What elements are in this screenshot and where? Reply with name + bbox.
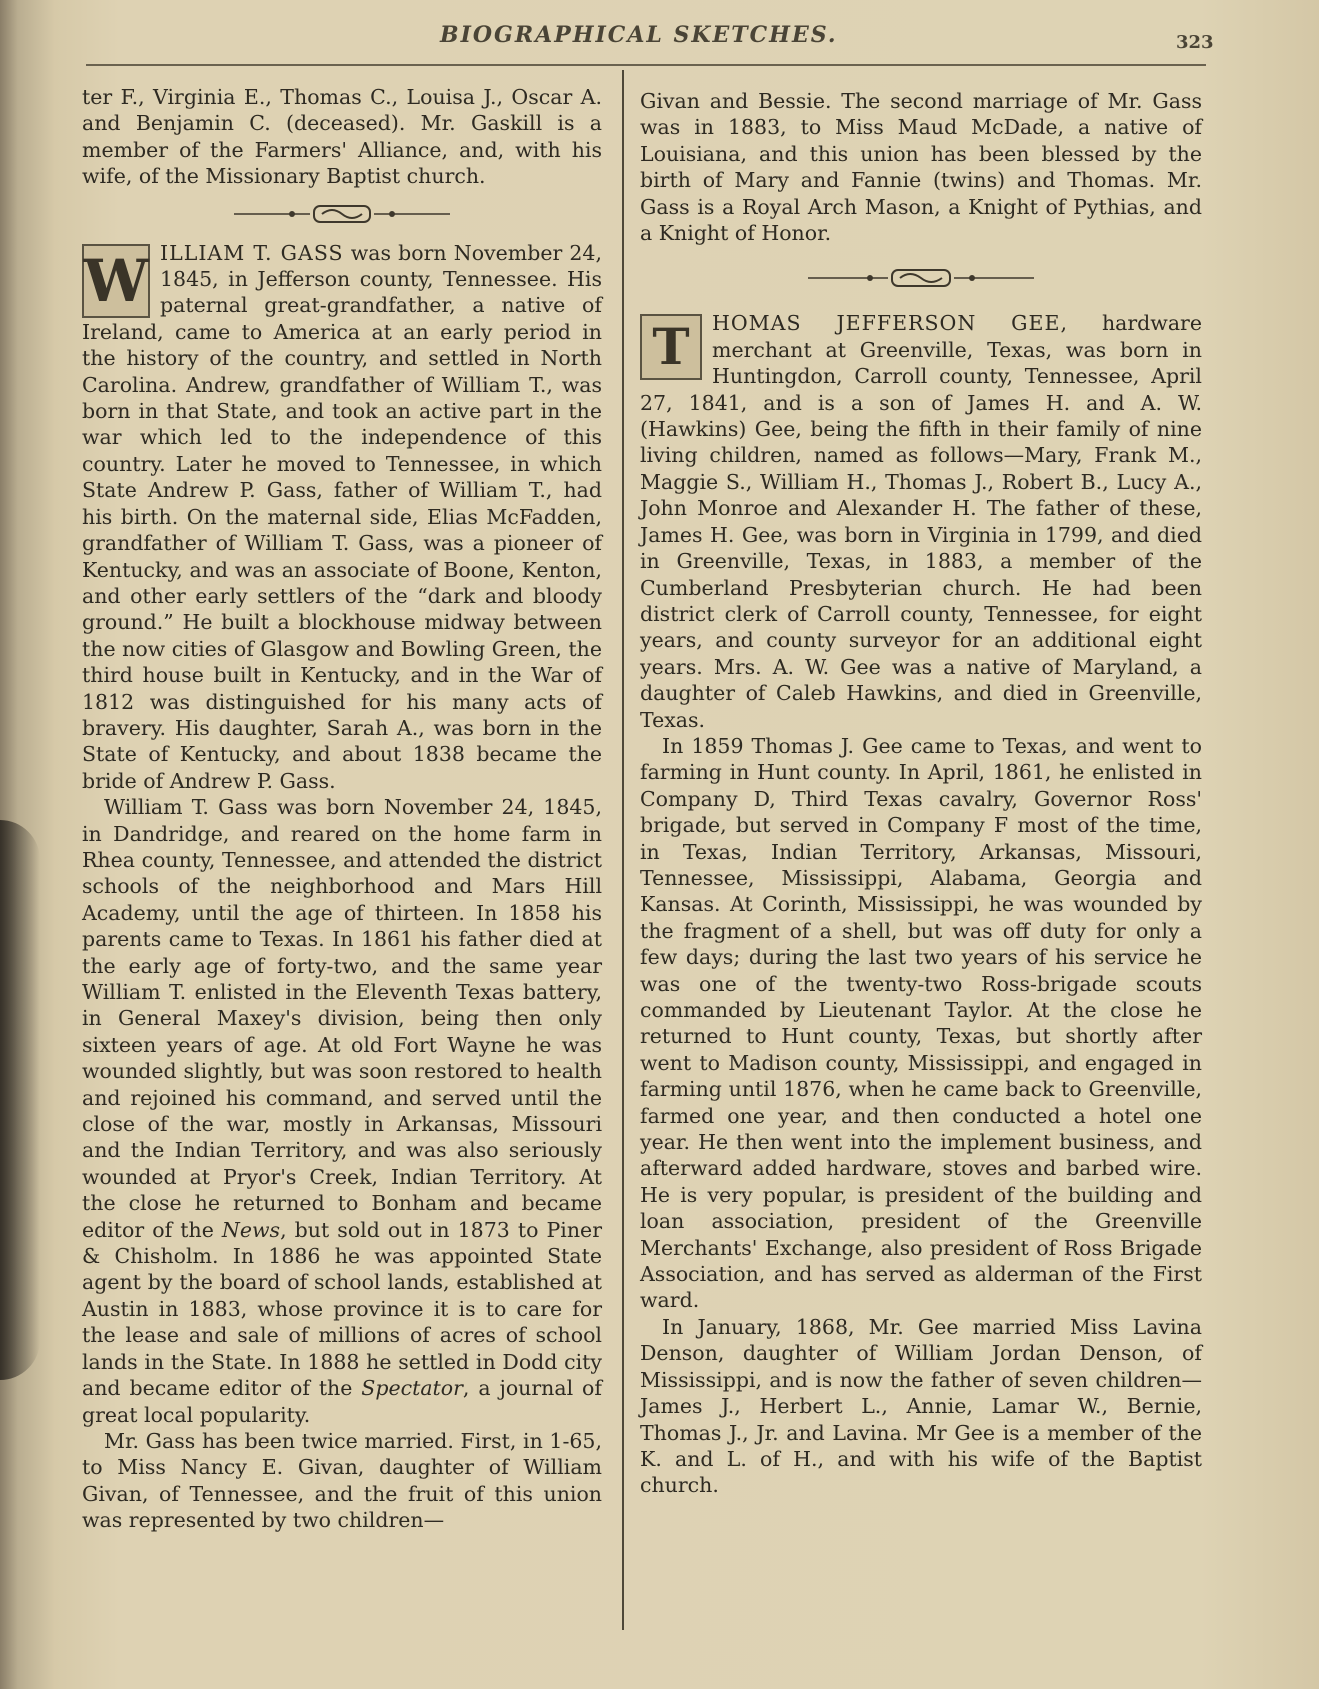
header-rule: [86, 64, 1206, 66]
gee-paragraph-1: [640, 310, 1202, 733]
left-column: [82, 84, 602, 1534]
page-number: 323: [1176, 32, 1214, 53]
gee-paragraph-2: In 1859 Thomas J. Gee came to Texas, and went to farming in Hunt county. In April, 1861, he enlisted in Company D, Third Texas cavalry, Governor Ross' brigade, but served in Company F most of the time, in Texas, Indian Territory, Arkansas, Missouri, Tennessee, Mississippi, Alabama, Georgia and Kansas. At Corinth, Mississippi, he was wounded by the fragment of a shell, but was off duty for only a few days; during the last two years of his service he was one of the twenty-two Ross-brigade scouts commanded by Lieutenant Taylor. At the close he returned to Hunt county, Texas, but shortly after went to Madison county, Mississippi, and engaged in farming until 1876, when he came back to Greenville, farmed one year, and then conducted a hotel one year. He then went into the implement business, and afterward added hardware, stoves and barbed wire. He is very popular, is president of the building and loan association, president of the Greenville Merchants' Exchange, also president of Ross Brigade Association, and has served as alderman of the First ward.: [640, 733, 1202, 1313]
dropcap-w: W: [82, 244, 150, 318]
bio-william-gass: [82, 240, 602, 795]
gee-name-lead: HOMAS JEFFERSON GEE,: [712, 311, 1069, 336]
gee-paragraph-3: In January, 1868, Mr. Gee married Miss Lavina Denson, daughter of William Jordan Denson, of Mississippi, and is now the father of seven children—James J., Herbert L., Annie, Lamar W., Bernie, Thomas J., Jr. and Lavina. Mr Gee is a member of the K. and L. of H., and with his wife of the Baptist church.: [640, 1314, 1202, 1498]
newspaper-spectator: Spectator: [361, 1376, 463, 1401]
gass-paragraph-1: [82, 240, 602, 795]
gee-p1-text: hardware merchant at Greenville, Texas, was born in Huntingdon, Carroll county, Tennessee, April 27, 1841, and is a son of James H. and A. W. (Hawkins) Gee, being the fifth in their family of nine living children, named as follows—Mary, Frank M., Maggie S., William H., Thomas J., Robert B., Lucy A., John Monroe and Alexander H. The father of these, James H. Gee, was born in Virginia in 1799, and died in Greenville, Texas, in 1883, a member of the Cumberland Presbyterian church. He had been district clerk of Carroll county, Tennessee, for eight years, and county surveyor for an additional eight years. Mrs. A. W. Gee was a native of Maryland, a daughter of Caleb Hawkins, and died in Greenville, Texas.: [640, 311, 1202, 732]
binding-shadow: [0, 820, 40, 1380]
right-column: [640, 88, 1202, 1499]
gass-continued: Givan and Bessie. The second marriage of Mr. Gass was in 1883, to Miss Maud McDade, a native of Louisiana, and this union has been blessed by the birth of Mary and Fannie (twins) and Thomas. Mr. Gass is a Royal Arch Mason, a Knight of Pythias, and a Knight of Honor.: [640, 89, 1202, 246]
gaskill-continuation: ter F., Virginia E., Thomas C., Louisa J., Oscar A. and Benjamin C. (deceased). Mr. Gaskill is a member of the Farmers' Alliance, and, with his wife, of the Missionary Baptist church.: [82, 85, 602, 189]
gass-name-lead: ILLIAM T. GASS: [160, 240, 344, 265]
gass-p1-text: was born November 24, 1845, in Jefferson county, Tennessee. His paternal great-grandfather, a native of Ireland, came to America at an early period in the history of the country, and settled in North Carolina. Andrew, grandfather of William T., was born in that State, and took an active part in the war which led to the independence of this country. Later he moved to Tennessee, in which State Andrew P. Gass, father of William T., had his birth. On the maternal side, Elias McFadden, grandfather of William T. Gass, was a pioneer of Kentucky, and was an associate of Boone, Kenton, and other early settlers of the “dark and bloody ground.” He built a blockhouse midway between the now cities of Glasgow and Bowling Green, the third house built in Kentucky, and in the War of 1812 was distinguished for his many acts of bravery. His daughter, Sarah A., was born in the State of Kentucky, and about 1838 became the bride of Andrew P. Gass.: [82, 240, 602, 793]
gass-p2-text-c: , a journal of great local popularity.: [82, 1376, 602, 1427]
dropcap-t: T: [640, 314, 702, 380]
gass-paragraph-2: [82, 794, 602, 1428]
gass-p2-text-b: , but sold out in 1873 to Piner & Chisholm. In 1886 he was appointed State agent by the board of school lands, established at Austin in 1883, whose province it is to care for the lease and sale of millions of acres of school lands in the State. In 1888 he settled in Dodd city and became editor of the: [82, 1217, 602, 1401]
gass-p2-text-a: William T. Gass was born November 24, 1845, in Dandridge, and reared on the home farm in Rhea county, Tennessee, and attended the district schools of the neighborhood and Mars Hill Academy, until the age of thirteen. In 1858 his parents came to Texas. In 1861 his father died at the early age of forty-two, and the same year William T. enlisted in the Eleventh Texas battery, in General Maxey's division, being then only sixteen years of age. At old Fort Wayne he was wounded slightly, but was soon restored to health and rejoined his command, and served until the close of the war, mostly in Arkansas, Missouri and the Indian Territory, and was also seriously wounded at Pryor's Creek, Indian Territory. At the close he returned to Bonham and became editor of the: [82, 795, 602, 1242]
section-ornament-icon: [82, 204, 602, 224]
section-ornament-icon: [640, 268, 1202, 288]
column-divider: [622, 70, 624, 1630]
running-head: [0, 18, 1319, 58]
gass-paragraph-3: Mr. Gass has been twice married. First, in 1-65, to Miss Nancy E. Givan, daughter of William Givan, of Tennessee, and the fruit of this union was represented by two children—: [82, 1428, 602, 1533]
running-title: BIOGRAPHICAL SKETCHES.: [440, 22, 838, 48]
newspaper-news: News: [221, 1217, 281, 1242]
bio-thomas-gee: [640, 310, 1202, 733]
